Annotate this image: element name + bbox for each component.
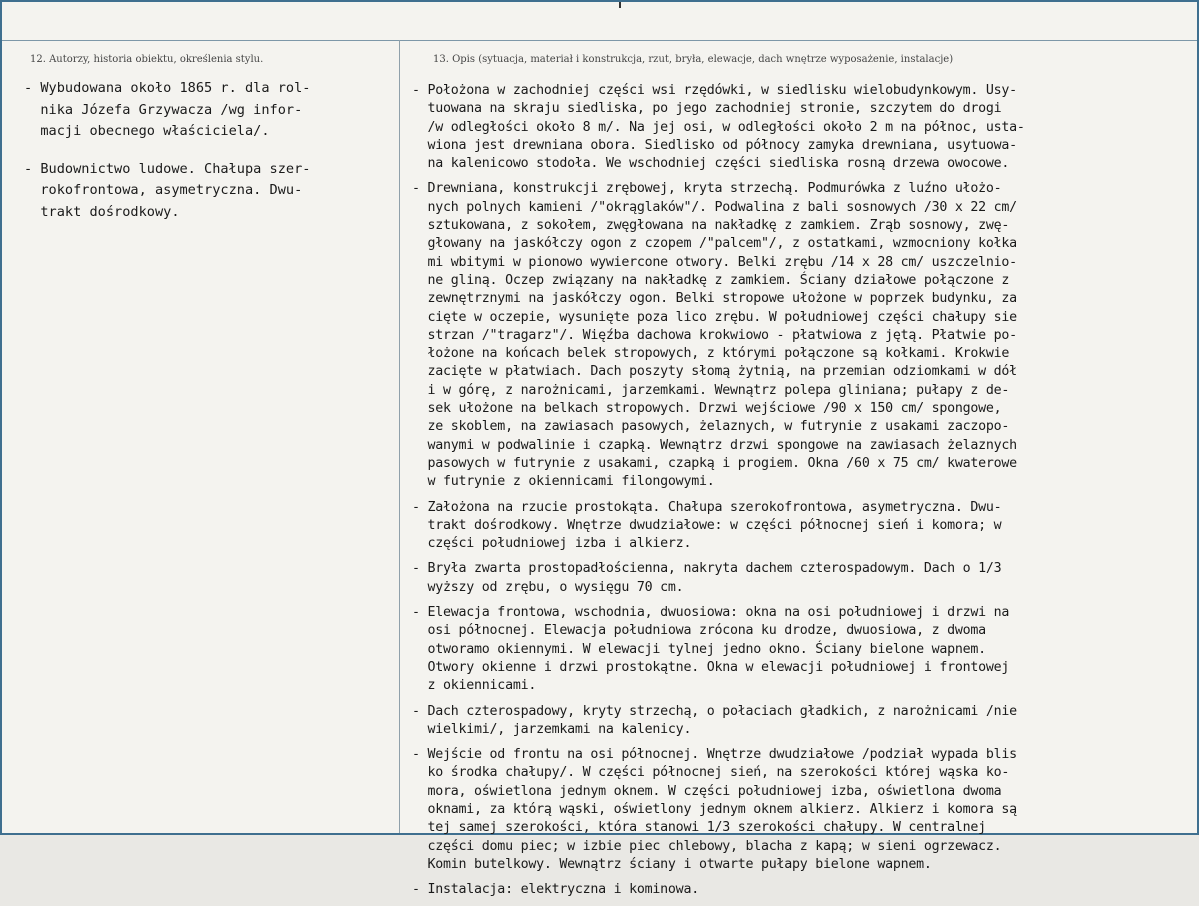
section-13-header: 13. Opis (sytuacja, materiał i konstrukcja, rzut, bryła, elewacje, dach wnętrze wyposażenie, instalacje): [433, 54, 954, 65]
text-line: na kalenicowo stodoła. We wschodniej części siedliska rosną drzewa owocowe.: [412, 156, 1010, 172]
description-paragraph: [412, 82, 1025, 173]
text-line: pasowych w futrynie z usakami, czapką i progiem. Okna /60 x 75 cm/ kwaterowe: [412, 455, 1017, 471]
top-tick-mark: [619, 2, 621, 8]
text-line: ze skoblem, na zawiasach pasowych, żelaznych, w futrynie z usakami zaczopo-: [412, 419, 1010, 435]
text-line: zacięte w płatwiach. Dach poszyty słomą żytnią, na przemian odziomkami w dół: [412, 364, 1017, 380]
description-paragraph: [412, 746, 1025, 874]
text-line: wiona jest drewniana obora. Siedlisko od północy zamyka drewniana, usytuowa-: [412, 137, 1017, 153]
header-rule: [2, 40, 1197, 41]
text-line: trakt dośrodkowy.: [24, 203, 180, 220]
text-line: łożone na końcach belek stropowych, z którymi połączone są kołkami. Krokwie: [412, 346, 1010, 362]
text-line: - Wejście od frontu na osi północnej. Wnętrze dwudziałowe /podział wypada blis: [412, 747, 1017, 763]
description-paragraph: [412, 499, 1025, 554]
text-line: - Wybudowana około 1865 r. dla rol-: [24, 80, 311, 96]
authors-history-column: [24, 78, 310, 239]
text-line: macji obecnego właściciela/.: [24, 123, 270, 139]
description-paragraph: [412, 560, 1025, 597]
text-line: - Elewacja frontowa, wschodnia, dwuosiowa: okna na osi południowej i drzwi na: [412, 605, 1010, 621]
text-line: - Instalacja: elektryczna i kominowa.: [412, 882, 699, 898]
text-line: Otwory okienne i drzwi prostokątne. Okna w elewacji południowej i frontowej: [412, 659, 1010, 675]
text-line: - Dach czterospadowy, kryty strzechą, o połaciach gładkich, z narożnicami /nie: [412, 703, 1017, 719]
text-line: zewnętrznymi na jaskółczy ogon. Belki stropowe ułożone w poprzek budynku, za: [412, 291, 1017, 307]
text-line: - Bryła zwarta prostopadłościenna, nakryta dachem czterospadowym. Dach o 1/3: [412, 561, 1002, 577]
column-divider: [399, 40, 400, 833]
text-line: wyższy od zrębu, o wysięgu 70 cm.: [412, 579, 684, 595]
text-line: głowany na jaskółczy ogon z czopem /"palcem"/, z ostatkami, wzmocniony kołka: [412, 236, 1017, 252]
text-line: mora, oświetlona jednym oknem. W części południowej izba, oświetlona dwoma: [412, 783, 1002, 799]
text-line: nika Józefa Grzywacza /wg infor-: [24, 101, 303, 118]
text-line: tej samej szerokości, która stanowi 1/3 szerokości chałupy. W centralnej: [412, 820, 986, 836]
description-paragraph: [412, 180, 1025, 491]
text-line: - Budownictwo ludowe. Chałupa szer-: [24, 160, 311, 177]
text-line: Komin butelkowy. Wewnątrz ściany i otwarte pułapy bielone wapnem.: [412, 856, 932, 872]
text-line: w futrynie z okiennicami filongowymi.: [412, 474, 715, 490]
description-paragraph: [412, 604, 1025, 695]
text-line: części domu piec; w izbie piec chlebowy, blacha z kapą; w sieni ogrzewacz.: [412, 838, 1002, 854]
section-12-header: 12. Autorzy, historia obiektu, określenia stylu.: [30, 54, 264, 65]
text-line: osi północnej. Elewacja południowa zrócona ku drodze, dwuosiowa, z dwoma: [412, 623, 986, 639]
text-line: wielkimi/, jarzemkami na kalenicy.: [412, 721, 692, 737]
text-line: cięte w oczepie, wysunięte poza lico zrębu. W południowej części chałupy sie: [412, 309, 1017, 325]
history-paragraph: [24, 78, 310, 143]
text-line: - Założona na rzucie prostokąta. Chałupa szerokofrontowa, asymetryczna. Dwu-: [412, 499, 1002, 515]
description-column: [412, 82, 1025, 906]
text-line: - Położona w zachodniej części wsi rzędówki, w siedlisku wielobudynkowym. Usy-: [412, 83, 1017, 98]
text-line: rokofrontowa, asymetryczna. Dwu-: [24, 182, 303, 198]
text-line: oknami, za którą wąski, oświetlony jednym oknem alkierz. Alkierz i komora są: [412, 801, 1017, 817]
text-line: wanymi w podwalinie i czapką. Wewnątrz drzwi spongowe na zawiasach żelaznych: [412, 437, 1017, 453]
text-line: części południowej izba i alkierz.: [412, 536, 692, 552]
text-line: /w odległości około 8 m/. Na jej osi, w odległości około 2 m na północ, usta-: [412, 119, 1025, 135]
text-line: mi wbitymi w pionowo wywiercone otwory. Belki zrębu /14 x 28 cm/ uszczelnio-: [412, 254, 1017, 270]
description-paragraph: [412, 881, 1025, 899]
description-paragraph: [412, 703, 1025, 740]
text-line: sztukowana, z sokołem, zwęgłowana na nakładkę z zamkiem. Zrąb sosnowy, zwę-: [412, 218, 1010, 234]
text-line: ko środka chałupy/. W części północnej sień, na szerokości której wąska ko-: [412, 765, 1010, 781]
text-line: nych polnych kamieni /"okrąglaków"/. Podwalina z bali sosnowych /30 x 22 cm/: [412, 199, 1017, 215]
text-line: trakt dośrodkowy. Wnętrze dwudziałowe: w części północnej sień i komora; w: [412, 517, 1002, 533]
text-line: ne gliną. Oczep związany na nakładkę z zamkiem. Ściany działowe połączone z: [412, 272, 1010, 288]
text-line: otworamo okiennymi. W elewacji tylnej jedno okno. Ściany bielone wapnem.: [412, 641, 986, 657]
text-line: sek ułożone na belkach stropowych. Drzwi wejściowe /90 x 150 cm/ spongowe,: [412, 401, 1002, 417]
text-line: strzan /"tragarz"/. Więźba dachowa krokwiowo - płatwiowa z jętą. Płatwie po-: [412, 327, 1017, 343]
text-line: i w górę, z narożnicami, jarzemkami. Wewnątrz polepa gliniana; pułapy z de-: [412, 382, 1010, 398]
text-line: tuowana na skraju siedliska, po jego zachodniej stronie, szczytem do drogi: [412, 101, 1002, 117]
text-line: - Drewniana, konstrukcji zrębowej, kryta strzechą. Podmurówka z luźno ułożo-: [412, 181, 1002, 197]
text-line: z okiennicami.: [412, 678, 537, 694]
history-paragraph: [24, 159, 310, 224]
